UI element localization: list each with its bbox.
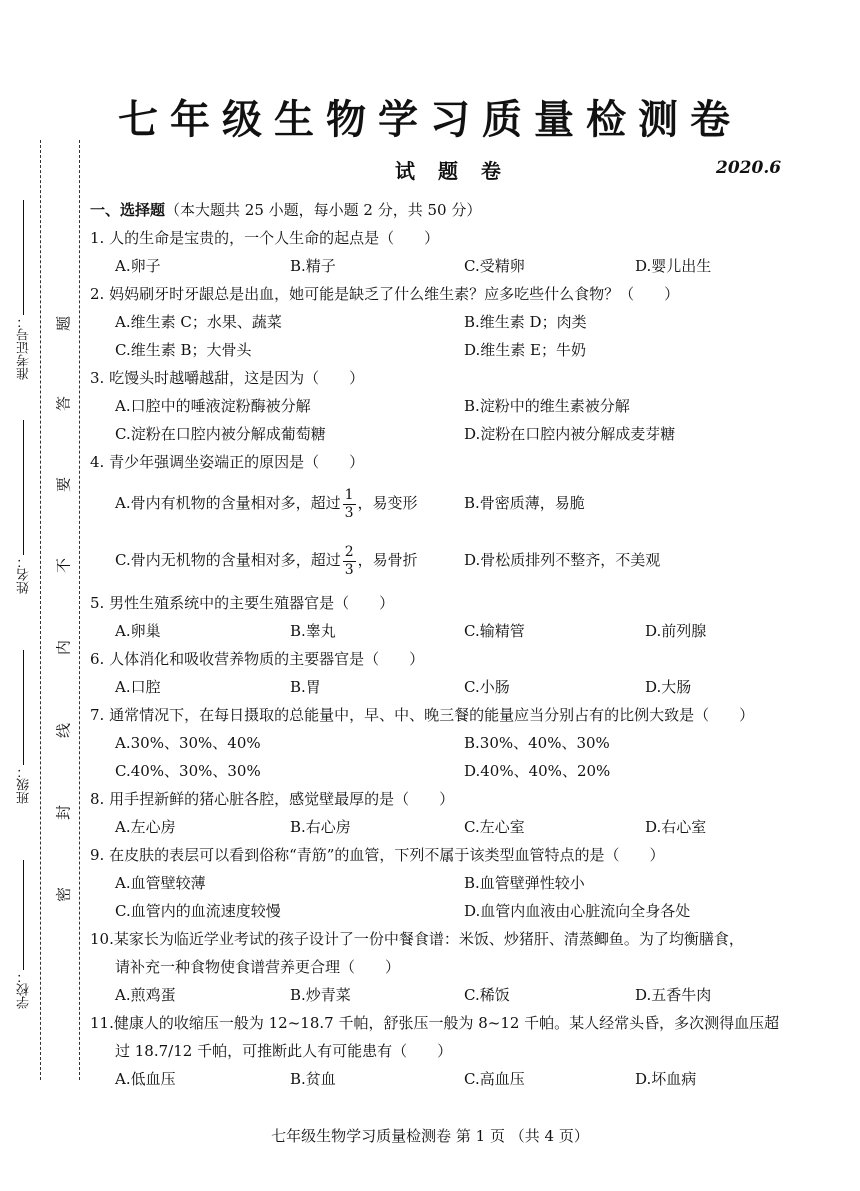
option[interactable]: C.稀饭: [464, 986, 510, 1004]
seal-char: 不: [54, 558, 73, 574]
admission-number-label: 准考证号：: [14, 200, 34, 384]
exam-date: 2020.6: [716, 158, 782, 178]
option[interactable]: A.血管壁较薄: [115, 874, 206, 892]
option-row: [90, 1065, 810, 1093]
question-stem-continued: 请补充一种食物使食谱营养更合理（ ）: [115, 958, 401, 976]
question-stem: 1. 人的生命是宝贵的，一个人生命的起点是（ ）: [90, 229, 440, 247]
option[interactable]: A.低血压: [115, 1070, 176, 1088]
option-row: [90, 981, 810, 1009]
option-row: [90, 813, 810, 841]
option[interactable]: C.受精卵: [464, 257, 525, 275]
option[interactable]: B.30%、40%、30%: [464, 734, 610, 752]
option[interactable]: C.维生素 B；大骨头: [115, 341, 252, 359]
seal-char: 内: [54, 640, 73, 656]
margin-dash-line-inner: [79, 140, 80, 1080]
option[interactable]: D.40%、40%、20%: [464, 762, 611, 780]
option[interactable]: C.40%、30%、30%: [115, 762, 261, 780]
option-row: [90, 392, 810, 420]
option[interactable]: A.左心房: [115, 818, 176, 836]
option[interactable]: B.精子: [290, 257, 336, 275]
emphasized-text: 不属于: [424, 846, 470, 864]
option-row: [90, 729, 810, 757]
option-row: [90, 308, 810, 336]
question-stem: 8. 用手捏新鲜的猪心脏各腔，感觉壁最厚的是（ ）: [90, 790, 455, 808]
option[interactable]: D.大肠: [645, 678, 692, 696]
seal-char: 题: [54, 316, 73, 332]
option[interactable]: D.维生素 E；牛奶: [464, 341, 586, 359]
question-stem: 7. 通常情况下，在每日摄取的总能量中，早、中、晚三餐的能量应当分别占有的比例大致是（ ）: [90, 706, 755, 724]
option-row: [90, 897, 810, 925]
question-stem: 4. 青少年强调坐姿端正的原因是（ ）: [90, 453, 365, 471]
fraction: $\frac{2}{3}$: [344, 543, 354, 578]
exam-subtitle: 试 题 卷: [395, 159, 509, 183]
option[interactable]: C.高血压: [464, 1070, 525, 1088]
option-row: [90, 617, 810, 645]
question-stem: 5. 男性生殖系统中的主要生殖器官是（ ）: [90, 594, 395, 612]
seal-char: 线: [54, 723, 73, 739]
question-stem: 6. 人体消化和吸收营养物质的主要器官是（ ）: [90, 650, 425, 668]
option[interactable]: A.卵巢: [115, 622, 161, 640]
option[interactable]: D.前列腺: [645, 622, 707, 640]
option[interactable]: C.输精管: [464, 622, 525, 640]
option[interactable]: B.维生素 D；肉类: [464, 313, 587, 331]
exam-title: 七年级生物学习质量检测卷: [118, 96, 742, 143]
option[interactable]: B.炒青菜: [290, 986, 351, 1004]
option-row: [90, 336, 810, 364]
option[interactable]: B.淀粉中的维生素被分解: [464, 397, 630, 415]
section-heading: 一、选择题（本大题共 25 小题，每小题 2 分，共 50 分）: [90, 201, 482, 219]
option[interactable]: C.淀粉在口腔内被分解成葡萄糖: [115, 425, 326, 443]
option[interactable]: D.五香牛肉: [635, 986, 712, 1004]
option[interactable]: B.骨密质薄，易脆: [464, 494, 585, 512]
question-stem: 3. 吃馒头时越嚼越甜，这是因为（ ）: [90, 369, 365, 387]
question-list: [90, 196, 810, 1093]
seal-char: 密: [54, 887, 73, 903]
option[interactable]: B.睾丸: [290, 622, 336, 640]
seal-char: 答: [54, 396, 73, 412]
seal-char: 要: [54, 477, 73, 493]
fraction: $\frac{1}{3}$: [344, 486, 354, 521]
name-label: 姓名：: [14, 420, 34, 598]
option[interactable]: B.贫血: [290, 1070, 336, 1088]
option[interactable]: A.骨内有机物的含量相对多，超过 $\frac{1}{3}$ ，易变形: [115, 486, 418, 521]
option-row: [90, 869, 810, 897]
option[interactable]: D.淀粉在口腔内被分解成麦芽糖: [464, 425, 676, 443]
option[interactable]: D.骨松质排列不整齐，不美观: [464, 551, 661, 569]
page-footer: 七年级生物学习质量检测卷 第 1 页 （共 4 页）: [271, 1127, 589, 1145]
option[interactable]: B.血管壁弹性较小: [464, 874, 585, 892]
option[interactable]: B.右心房: [290, 818, 351, 836]
class-label: 班级：: [14, 650, 34, 808]
option[interactable]: A.煎鸡蛋: [115, 986, 176, 1004]
question-stem: 2. 妈妈刷牙时牙龈总是出血，她可能是缺乏了什么维生素？应多吃些什么食物？（ ）: [90, 285, 680, 303]
school-label: 学校：: [14, 860, 34, 1013]
question-stem: 9. 在皮肤的表层可以看到俗称“青筋”的血管，下列不属于该类型血管特点的是（ ）: [90, 846, 665, 864]
option[interactable]: D.右心室: [645, 818, 707, 836]
option-row: [90, 673, 810, 701]
option[interactable]: C.左心室: [464, 818, 525, 836]
option[interactable]: D.坏血病: [635, 1070, 697, 1088]
option[interactable]: A.30%、30%、40%: [115, 734, 261, 752]
question-stem-continued: 过 18.7/12 千帕，可推断此人有可能患有（ ）: [115, 1042, 453, 1060]
option[interactable]: D.婴儿出生: [635, 257, 712, 275]
option[interactable]: A.口腔: [115, 678, 161, 696]
option[interactable]: A.卵子: [115, 257, 161, 275]
option[interactable]: B.胃: [290, 678, 321, 696]
option-row: [90, 476, 810, 531]
option[interactable]: D.血管内血液由心脏流向全身各处: [464, 902, 691, 920]
option-row: [90, 252, 810, 280]
option[interactable]: A.维生素 C；水果、蔬菜: [115, 313, 282, 331]
margin-dash-line-outer: [40, 140, 41, 1080]
option[interactable]: C.血管内的血流速度较慢: [115, 902, 281, 920]
option-row: [90, 757, 810, 785]
question-stem: 10.某家长为临近学业考试的孩子设计了一份中餐食谱：米饭、炒猪肝、清蒸鲫鱼。为了均衡膳食，: [90, 930, 744, 948]
option-row: [90, 420, 810, 448]
option[interactable]: A.口腔中的唾液淀粉酶被分解: [115, 397, 311, 415]
question-stem: 11.健康人的收缩压一般为 12~18.7 千帕，舒张压一般为 8~12 千帕。某人经常头昏，多次测得血压超: [90, 1014, 780, 1032]
option-row: [90, 531, 810, 589]
seal-char: 封: [54, 805, 73, 821]
option[interactable]: C.骨内无机物的含量相对多，超过 $\frac{2}{3}$ ，易骨折: [115, 543, 418, 578]
option[interactable]: C.小肠: [464, 678, 510, 696]
